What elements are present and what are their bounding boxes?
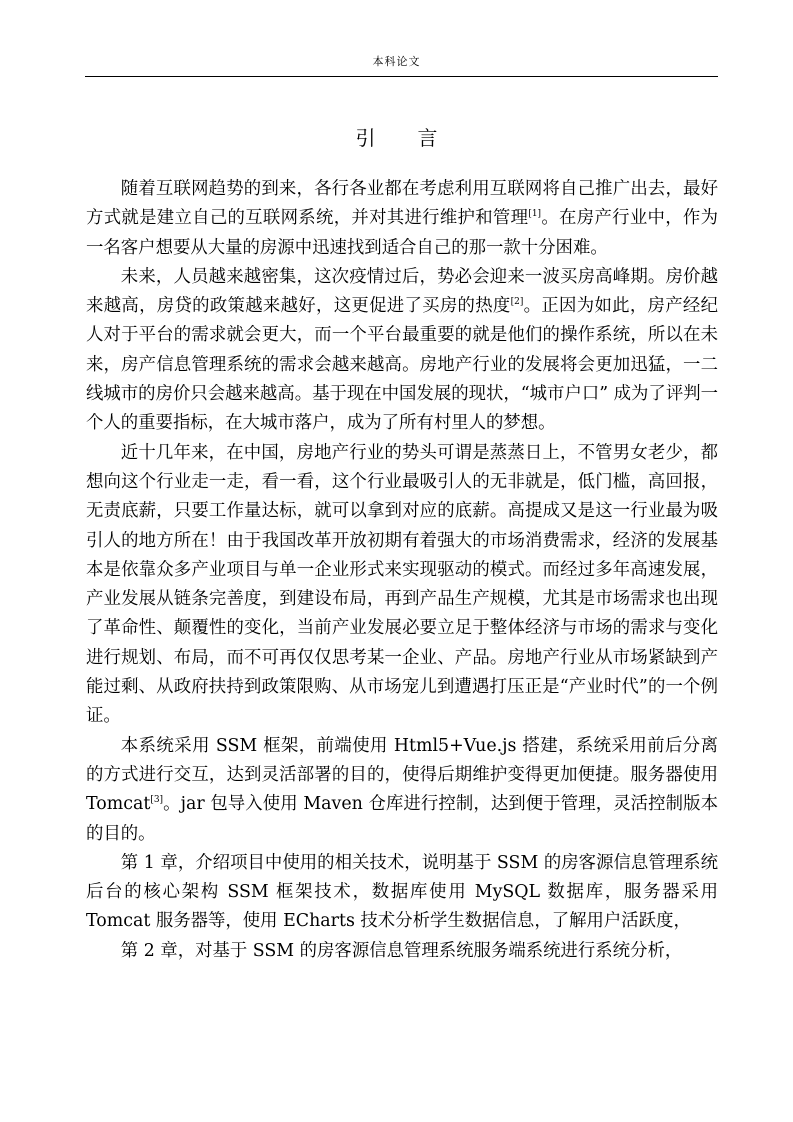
section-title xyxy=(0,126,793,150)
paragraph-6: 第 2 章，对基于 SSM 的房客源信息管理系统服务端系统进行系统分析， xyxy=(120,940,683,961)
paragraph-4 xyxy=(86,732,718,849)
paragraph-1 xyxy=(86,175,718,263)
paragraph-4-part-a: 本系统采用 SSM 框架，前端使用 Html5+Vue.js 搭建，系统采用前后分离的方式进行交互，达到灵活部署的目的，使得后期维护变得更加便捷。服务器使用 Tomcat xyxy=(86,735,718,815)
running-title: 本科论文 xyxy=(372,55,421,68)
paragraph-1-part-a: 随着互联网趋势的到来，各行各业都在考虑利用互联网将自己推广出去，最好方式就是建立自己的互联网系统，并对其进行维护和管理 xyxy=(86,179,718,229)
paragraph-4-part-b: 。jar 包导入使用 Maven 仓库进行控制，达到便于管理，灵活控制版本的目的。 xyxy=(86,794,718,844)
title-char-1: 引 xyxy=(355,126,376,150)
title-char-2: 言 xyxy=(417,126,438,150)
citation-1: [1] xyxy=(528,209,542,220)
header-rule xyxy=(85,76,718,77)
paragraph-5: 第 1 章，介绍项目中使用的相关技术，说明基于 SSM 的房客源信息管理系统后台的核心架构 SSM 框架技术，数据库使用 MySQL 数据库，服务器采用 Tomcat 服务器等，使用 ECharts 技术分析学生数据信息，了解用户活跃度， xyxy=(86,852,718,932)
citation-2: [2] xyxy=(510,297,524,308)
body-text xyxy=(86,175,718,966)
paragraph-3: 近十几年来，在中国，房地产行业的势头可谓是蒸蒸日上，不管男女老少，都想向这个行业走一走，看一看，这个行业最吸引人的无非就是，低门槛，高回报，无责底薪，只要工作量达标，就可以拿到对应的底薪。高提成又是这一行业最为吸引人的地方所在！由于我国改革开放初期有着强大的市场消费需求，经济的发展基本是依靠众多产业项目与单一企业形式来实现驱动的模式。而经过多年高速发展，产业发展从链条完善度，到建设布局，再到产品生产规模，尤其是市场需求也出现了革命性、颠覆性的变化，当前产业发展必要立足于整体经济与市场的需求与变化进行规划、布局，而不可再仅仅思考某一企业、产品。房地产行业从市场紧缺到产能过剩、从政府扶持到政策限购、从市场宠儿到遭遇打压正是“产业时代”的一个例证。 xyxy=(86,442,718,727)
paragraph-2-part-a: 未来，人员越来越密集，这次疫情过后，势必会迎来一波买房高峰期。房价越来越高，房贷的政策越来越好，这更促进了买房的热度 xyxy=(86,266,718,317)
citation-3: [3] xyxy=(150,795,164,806)
paragraph-1-part-b: 。在房产行业中，作为一名客户想要从大量的房源中迅速找到适合自己的那一款十分困难。 xyxy=(86,208,718,258)
paragraph-2-part-b: 。正因为如此，房产经纪人对于平台的需求就会更大，而一个平台最重要的就是他们的操作系统，所以在未来，房产信息管理系统的需求会越来越高。房地产行业的发展将会更加迅猛，一二线城市的房价只会越来越高。基于现在中国发展的现状，“城市户口” 成为了评判一个人的重要指标，在大城市落户，成为了所有村里人的梦想。 xyxy=(86,296,718,434)
paragraph-2 xyxy=(86,263,718,439)
